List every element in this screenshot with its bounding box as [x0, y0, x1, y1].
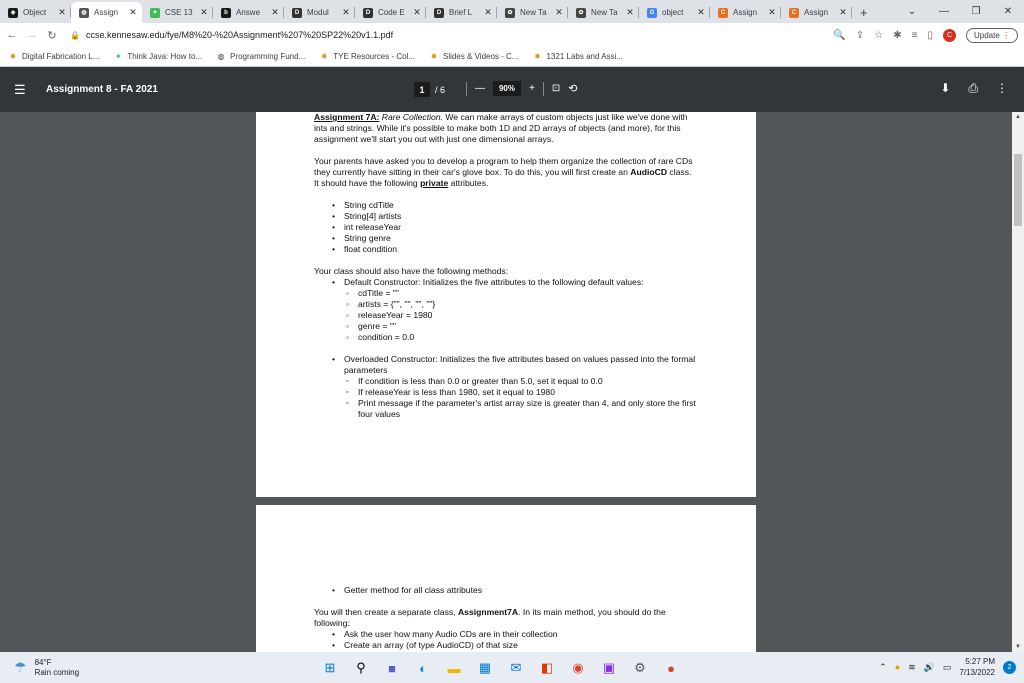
class-name: Assignment7A	[457, 607, 519, 617]
edge-icon[interactable]: ◐	[419, 660, 427, 676]
browser-tab[interactable]	[781, 2, 852, 23]
list-item: • float condition	[314, 244, 698, 255]
divider	[543, 82, 544, 96]
tab-title: Modul	[307, 8, 329, 17]
back-button[interactable]: ←	[6, 29, 18, 41]
paragraph-text: Your parents have asked you to develop a program to help them organize the collection of rare CDs they currently have sitting in their car's glove box. To do this, you will first create an	[314, 156, 693, 177]
d2l-icon: D	[434, 8, 444, 18]
bookmark-label: 1321 Labs and Assi...	[546, 52, 623, 61]
list-item: • Ask the user how many Audio CDs are in their collection	[314, 629, 698, 640]
tab-title: Assign	[804, 8, 829, 17]
divider	[466, 82, 467, 96]
lock-icon: 🔒	[70, 30, 80, 40]
methods-intro: Your class should also have the following methods:	[314, 266, 509, 276]
list-item: • Default Constructor: Initializes the five attributes to the following default values: ◦ cdTitle = "" ◦ artists = {"", "", "", ""} ◦ releaseYear = 1980 ◦ genre = "" ◦ condition = 0.0	[314, 277, 698, 343]
bing-icon: b	[221, 8, 231, 18]
paragraph-text: attributes.	[448, 178, 489, 188]
extensions-icon[interactable]: ✱	[893, 29, 902, 41]
sparkle-icon: ✦	[150, 8, 160, 18]
zoom-icon[interactable]: 🔍	[833, 29, 846, 41]
method-list	[314, 277, 698, 420]
browser-tab[interactable]	[497, 2, 568, 23]
list-item: • Overloaded Constructor: Initializes the five attributes based on values passed into the formal parameters ▫ If condition is less than 0.0 or greater than 5.0, set it equal to 0.0 ▫ If releaseYear is less than 1980, set it equal to 1980 ▫ Print message if the parameter's artist array size is greater than 4, and only store the first four values	[314, 354, 698, 420]
close-tab-icon[interactable]: ✕	[839, 7, 847, 17]
list-item: ▫ Print message if the parameter's artist array size is greater than 4, and only store the first four values	[344, 398, 698, 420]
tab-title: Code E	[378, 8, 405, 17]
list-item: • Getter method for all class attributes	[314, 585, 698, 596]
java-icon: ✦	[115, 52, 122, 61]
list-item: • String genre	[314, 233, 698, 244]
tab-title: Assign	[733, 8, 758, 17]
search-icon[interactable]: ⚲	[356, 660, 366, 675]
ksu-icon: ✸	[320, 52, 328, 61]
google-icon: G	[647, 8, 657, 18]
scrollbar[interactable]	[1012, 112, 1024, 652]
list-item: ◦ releaseYear = 1980	[344, 310, 698, 321]
ksu-icon: ✸	[534, 52, 541, 61]
teams-icon[interactable]: ■	[388, 660, 396, 676]
zoom-controls	[466, 81, 577, 96]
assignment-label: Assignment 7A:	[314, 112, 380, 122]
code-icon: ◈	[8, 8, 18, 18]
close-tab-icon[interactable]: ✕	[342, 7, 350, 17]
chevron-up-icon[interactable]: ⌃	[879, 661, 887, 672]
list-item: • int releaseYear	[314, 222, 698, 233]
class-name: AudioCD	[630, 167, 668, 177]
system-tray	[879, 656, 1016, 678]
bookmark-label: Think Java: How to...	[127, 52, 203, 61]
chegg-icon: C	[718, 8, 728, 18]
office-icon[interactable]: ◧	[540, 660, 554, 675]
browser-tab[interactable]	[639, 2, 710, 23]
taskbar	[0, 652, 1024, 683]
store-icon[interactable]: ▦	[478, 660, 492, 675]
minimize-button[interactable]: —	[939, 6, 949, 17]
sidebar-icon[interactable]: ▯	[927, 29, 933, 41]
close-tab-icon[interactable]: ✕	[129, 7, 137, 17]
private-keyword: private	[420, 178, 449, 188]
powerpoint-icon[interactable]: ●	[667, 660, 675, 676]
list-item: • String[4] artists	[314, 211, 698, 222]
new-tab-button[interactable]: +	[860, 5, 868, 20]
pdf-viewer	[0, 112, 1024, 652]
restore-button[interactable]: ❐	[971, 6, 981, 17]
file-explorer-icon[interactable]: ▬	[447, 660, 461, 676]
date-text: 7/13/2022	[959, 668, 995, 677]
close-tab-icon[interactable]: ✕	[200, 7, 208, 17]
chegg-icon: C	[789, 8, 799, 18]
intro-text: We can make arrays of custom objects just like we've done with ints and strings. While it's possible to make both 1D and 2D arrays of objects (and more), for this assignment we'll start you out with just one dimensional arrays.	[314, 112, 688, 144]
bookmark-label: Digital Fabrication L...	[22, 52, 100, 61]
tab-title: New Ta	[520, 8, 547, 17]
list-item: ◦ cdTitle = ""	[344, 288, 698, 299]
overloaded-rules-list	[344, 376, 698, 420]
weather-widget[interactable]	[14, 658, 79, 678]
page-number-input[interactable]: 1	[414, 82, 430, 97]
defaults-list	[344, 288, 698, 343]
temperature: 84°F	[34, 657, 52, 667]
globe-icon: ◍	[79, 8, 89, 18]
bookmark-item[interactable]	[429, 52, 518, 62]
tab-strip	[0, 0, 1024, 23]
tab-title: Answe	[236, 8, 261, 17]
browser-tab[interactable]	[213, 2, 284, 23]
close-tab-icon[interactable]: ✕	[697, 7, 705, 17]
fit-page-icon[interactable]: ⊡	[551, 83, 561, 94]
rain-cloud-icon: ☂	[14, 659, 27, 675]
windows-start-icon[interactable]: ⊞	[324, 660, 336, 675]
list-item: • Create an array (of type AudioCD) of that size	[314, 640, 698, 651]
browser-tab[interactable]	[71, 2, 142, 23]
close-tab-icon[interactable]: ✕	[555, 7, 563, 17]
close-tab-icon[interactable]: ✕	[413, 7, 421, 17]
tab-title: Object	[23, 8, 47, 17]
window-controls	[896, 0, 1024, 23]
chatgpt-icon: ✿	[576, 8, 586, 18]
page-total: / 6	[435, 84, 446, 95]
paragraph-text: You will then create a separate class,	[314, 607, 458, 617]
close-tab-icon[interactable]: ✕	[626, 7, 634, 17]
globe-icon: ◍	[217, 52, 225, 61]
bookmarks-bar	[0, 47, 1024, 67]
list-item: ◦ condition = 0.0	[344, 332, 698, 343]
ksu-icon: ✸	[9, 52, 17, 61]
zoom-input[interactable]: 90%	[493, 81, 521, 96]
download-icon[interactable]: ⬇	[940, 81, 951, 95]
bookmark-label: Programming Fund...	[230, 52, 306, 61]
ksu-icon: ✸	[430, 52, 438, 61]
tab-title: CSE 13	[165, 8, 193, 17]
browser-tab[interactable]	[0, 2, 71, 23]
list-item: ◦ artists = {"", "", "", ""}	[344, 299, 698, 310]
pdf-page-1	[256, 112, 756, 497]
bookmark-star-icon[interactable]: ☆	[874, 29, 884, 41]
scroll-down-icon[interactable]: ▼	[1015, 644, 1021, 650]
paragraph-text: class. It should have the following	[314, 167, 692, 188]
browser-tab[interactable]	[568, 2, 639, 23]
close-tab-icon[interactable]: ✕	[271, 7, 279, 17]
more-options-icon[interactable]: ⋮	[996, 81, 1008, 95]
reading-list-icon[interactable]: ≡	[911, 29, 918, 41]
bookmark-item[interactable]	[216, 52, 305, 62]
tab-title: object	[662, 8, 684, 17]
reload-button[interactable]: ↻	[47, 29, 57, 42]
browser-tab[interactable]	[142, 2, 213, 23]
close-tab-icon[interactable]: ✕	[768, 7, 776, 17]
wifi-icon[interactable]: ≋	[908, 661, 916, 672]
clock[interactable]	[959, 656, 995, 678]
bookmark-item[interactable]	[532, 52, 623, 62]
close-window-button[interactable]: ✕	[1003, 6, 1013, 17]
tab-title: Assign	[94, 8, 119, 17]
print-icon[interactable]: ⎙	[968, 81, 978, 95]
share-icon[interactable]: ⇪	[855, 29, 865, 41]
weather-text: Rain coming	[34, 667, 80, 677]
address-bar[interactable]	[70, 25, 833, 45]
taskbar-apps	[320, 658, 681, 678]
pdf-toolbar	[0, 67, 1024, 112]
pdf-title: Assignment 8 - FA 2021	[46, 84, 158, 95]
pdf-page-2	[256, 505, 756, 652]
browser-tab[interactable]	[284, 2, 355, 23]
list-item: ▫ If condition is less than 0.0 or greater than 5.0, set it equal to 0.0	[344, 376, 698, 387]
volume-icon[interactable]: 🔊	[923, 661, 935, 672]
attribute-list	[314, 200, 698, 255]
zoom-out-button[interactable]: —	[475, 83, 485, 94]
zoom-in-button[interactable]: +	[529, 83, 535, 94]
onedrive-icon[interactable]: ●	[894, 662, 901, 672]
time-text: 5:27 PM	[965, 657, 995, 666]
scroll-thumb[interactable]	[1014, 154, 1022, 226]
chrome-icon[interactable]: ◉	[572, 660, 584, 675]
steps-list	[314, 629, 698, 651]
list-item: ▫ If releaseYear is less than 1980, set it equal to 1980	[344, 387, 698, 398]
mail-icon[interactable]: ✉	[510, 660, 522, 675]
forward-button[interactable]: →	[26, 29, 38, 41]
kebab-menu-icon: ⋮	[1002, 30, 1010, 40]
settings-icon[interactable]: ⚙	[634, 660, 646, 675]
browser-toolbar	[0, 23, 1024, 47]
profile-avatar[interactable]: C	[943, 29, 956, 42]
method-list-continued	[314, 585, 698, 596]
intellij-icon[interactable]: ▣	[602, 660, 616, 675]
browser-tab[interactable]	[710, 2, 781, 23]
d2l-icon: D	[292, 8, 302, 18]
hamburger-menu-icon[interactable]: ☰	[14, 81, 26, 97]
url-text: ccse.kennesaw.edu/fye/M8%20-%20Assignment%207%20SP22%20v1.1.pdf	[85, 30, 394, 40]
bookmark-label: TYE Resources - Col...	[333, 52, 416, 61]
scroll-up-icon[interactable]: ▲	[1015, 114, 1021, 120]
close-tab-icon[interactable]: ✕	[484, 7, 492, 17]
bookmark-item[interactable]	[113, 52, 202, 62]
rotate-icon[interactable]: ⟲	[568, 83, 578, 95]
tab-search-icon[interactable]: ⌄	[907, 6, 917, 17]
browser-tab[interactable]	[355, 2, 426, 23]
bookmark-item[interactable]	[319, 52, 415, 62]
tab-title: New Ta	[591, 8, 618, 17]
page-indicator	[414, 82, 445, 97]
bookmark-item[interactable]	[8, 52, 99, 62]
assignment-title: Rare Collection.	[379, 112, 443, 122]
bookmark-label: Slides & Videos - C...	[443, 52, 519, 61]
list-item: ◦ genre = ""	[344, 321, 698, 332]
battery-icon[interactable]: ▭	[942, 661, 952, 672]
chatgpt-icon: ✿	[505, 8, 515, 18]
notification-badge[interactable]: 2	[1003, 661, 1016, 674]
tab-title: Brief L	[449, 8, 473, 17]
paragraph-text: . In its main method, you should do the following:	[314, 607, 666, 628]
list-item: • String cdTitle	[314, 200, 698, 211]
browser-tab[interactable]	[426, 2, 497, 23]
close-tab-icon[interactable]: ✕	[58, 7, 66, 17]
d2l-icon: D	[363, 8, 373, 18]
update-button[interactable]: Update ⋮	[966, 28, 1018, 43]
